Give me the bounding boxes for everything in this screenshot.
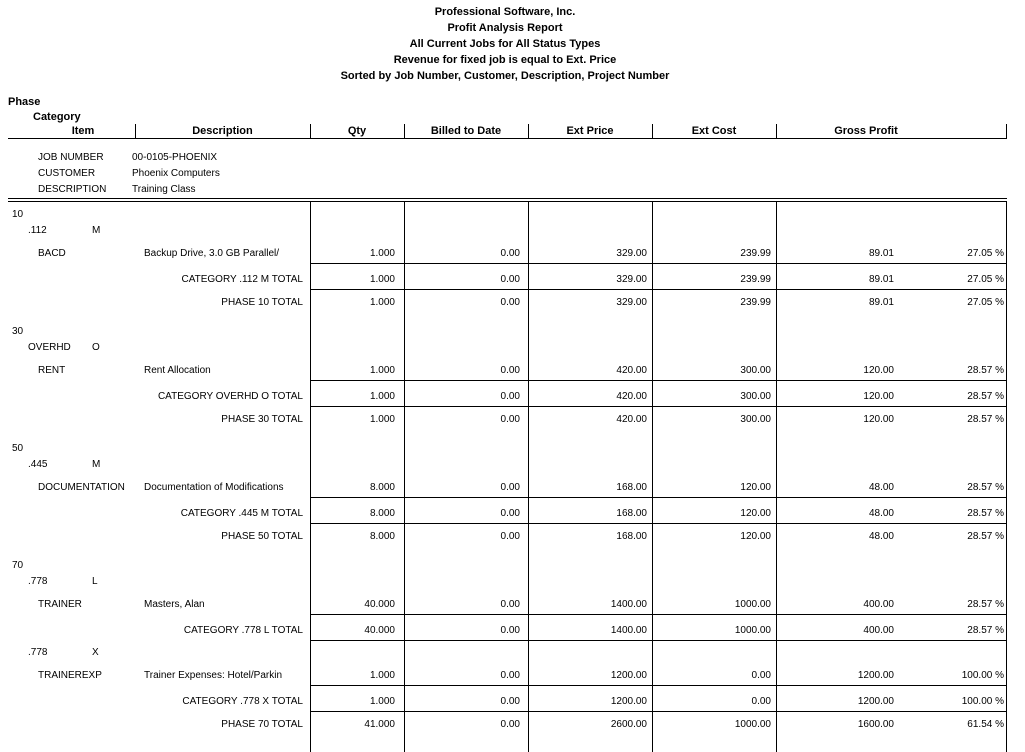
- phase-code: 50: [12, 443, 24, 454]
- qty-cell: 1.000: [369, 670, 395, 681]
- gross-profit-pct-cell: 28.57 %: [967, 625, 1004, 636]
- gross-profit-pct-cell: 28.57 %: [967, 531, 1004, 542]
- item-description: Backup Drive, 3.0 GB Parallel/: [144, 248, 280, 259]
- gross-profit-cell: 120.00: [863, 391, 894, 402]
- category-total-label: CATEGORY .778 X TOTAL: [182, 696, 303, 707]
- gross-profit-cell: 400.00: [863, 599, 894, 610]
- col-qty: Qty: [347, 125, 367, 137]
- qty-cell: 1.000: [369, 696, 395, 707]
- phase-total-label: PHASE 50 TOTAL: [221, 531, 303, 542]
- ext-cost-cell: 300.00: [740, 391, 771, 402]
- item-code: RENT: [38, 365, 66, 376]
- category-type: L: [92, 576, 98, 587]
- category-type: M: [92, 225, 101, 236]
- col-phase: Phase: [8, 96, 41, 108]
- total-rule: [310, 685, 1007, 686]
- billed-cell: 0.00: [500, 719, 520, 730]
- phase-code: 10: [12, 209, 24, 220]
- item-description: Rent Allocation: [144, 365, 211, 376]
- category-type: M: [92, 459, 101, 470]
- total-rule: [310, 640, 1007, 641]
- ext-cost-cell: 0.00: [751, 696, 771, 707]
- gross-profit-pct-cell: 27.05 %: [967, 248, 1004, 259]
- col-gross-profit: Gross Profit: [834, 125, 898, 137]
- ext-cost-cell: 1000.00: [734, 599, 771, 610]
- gross-profit-cell: 400.00: [863, 625, 894, 636]
- ext-price-cell: 420.00: [616, 365, 647, 376]
- qty-cell: 8.000: [369, 508, 395, 519]
- report-revenue-note: Revenue for fixed job is equal to Ext. Price: [393, 54, 617, 66]
- gross-profit-cell: 48.00: [868, 482, 894, 493]
- ext-cost-cell: 120.00: [740, 482, 771, 493]
- qty-cell: 1.000: [369, 248, 395, 259]
- ext-cost-cell: 1000.00: [734, 719, 771, 730]
- ext-cost-cell: 300.00: [740, 365, 771, 376]
- category-total-label: CATEGORY OVERHD O TOTAL: [157, 391, 303, 402]
- ext-price-cell: 2600.00: [610, 719, 647, 730]
- billed-cell: 0.00: [500, 531, 520, 542]
- col-billed: Billed to Date: [430, 125, 502, 137]
- report-company: Professional Software, Inc.: [434, 6, 576, 18]
- job-number: 00-0105-PHOENIX: [132, 152, 218, 163]
- ext-price-cell: 329.00: [616, 248, 647, 259]
- category-code: .112: [28, 225, 47, 236]
- gross-profit-cell: 120.00: [863, 365, 894, 376]
- col-description: Description: [192, 125, 253, 137]
- ext-cost-cell: 239.99: [740, 297, 771, 308]
- ext-price-cell: 1400.00: [610, 599, 647, 610]
- ext-price-cell: 1200.00: [610, 670, 647, 681]
- category-code: .778: [28, 647, 48, 658]
- gross-profit-cell: 1200.00: [857, 696, 894, 707]
- ext-cost-cell: 1000.00: [734, 625, 771, 636]
- item-description: Documentation of Modifications: [144, 482, 284, 493]
- total-rule: [310, 289, 1007, 290]
- gross-profit-pct-cell: 100.00 %: [961, 670, 1004, 681]
- customer-label: CUSTOMER: [38, 168, 96, 179]
- gross-profit-pct-cell: 28.57 %: [967, 414, 1004, 425]
- qty-cell: 41.000: [364, 719, 395, 730]
- gross-profit-pct-cell: 28.57 %: [967, 365, 1004, 376]
- billed-cell: 0.00: [500, 274, 520, 285]
- col-category: Category: [33, 111, 81, 123]
- phase-total-label: PHASE 10 TOTAL: [221, 297, 303, 308]
- billed-cell: 0.00: [500, 625, 520, 636]
- item-description: Masters, Alan: [144, 599, 205, 610]
- qty-cell: 40.000: [364, 599, 395, 610]
- category-code: .445: [28, 459, 48, 470]
- gross-profit-pct-cell: 28.57 %: [967, 508, 1004, 519]
- ext-price-cell: 168.00: [616, 531, 647, 542]
- report-filter: All Current Jobs for All Status Types: [409, 38, 601, 50]
- qty-cell: 1.000: [369, 365, 395, 376]
- ext-cost-cell: 300.00: [740, 414, 771, 425]
- billed-cell: 0.00: [500, 414, 520, 425]
- job-rule-1: [8, 198, 1007, 199]
- category-total-label: CATEGORY .778 L TOTAL: [183, 625, 303, 636]
- ext-price-cell: 329.00: [616, 297, 647, 308]
- report-title: Profit Analysis Report: [447, 22, 563, 34]
- gross-profit-cell: 48.00: [868, 531, 894, 542]
- phase-total-label: PHASE 30 TOTAL: [221, 414, 303, 425]
- gross-profit-pct-cell: 100.00 %: [961, 696, 1004, 707]
- total-rule: [310, 523, 1007, 524]
- total-rule: [310, 380, 1007, 381]
- col-item: Item: [71, 125, 95, 137]
- gross-profit-cell: 48.00: [868, 508, 894, 519]
- qty-cell: 8.000: [369, 482, 395, 493]
- billed-cell: 0.00: [500, 482, 520, 493]
- ext-price-cell: 1200.00: [610, 696, 647, 707]
- total-rule: [310, 614, 1007, 615]
- item-code: BACD: [38, 248, 66, 259]
- job-description-label: DESCRIPTION: [38, 184, 107, 195]
- category-type: O: [92, 342, 100, 353]
- billed-cell: 0.00: [500, 248, 520, 259]
- gross-profit-pct-cell: 28.57 %: [967, 391, 1004, 402]
- item-code: TRAINEREXP: [38, 670, 102, 681]
- ext-cost-cell: 120.00: [740, 508, 771, 519]
- ext-cost-cell: 239.99: [740, 274, 771, 285]
- ext-price-cell: 329.00: [616, 274, 647, 285]
- gross-profit-cell: 89.01: [868, 248, 894, 259]
- col-ext-cost: Ext Cost: [691, 125, 737, 137]
- job-description: Training Class: [132, 184, 196, 195]
- category-code: .778: [28, 576, 48, 587]
- category-total-label: CATEGORY .445 M TOTAL: [180, 508, 303, 519]
- ext-price-cell: 1400.00: [610, 625, 647, 636]
- job-number-label: JOB NUMBER: [38, 152, 104, 163]
- ext-price-cell: 168.00: [616, 482, 647, 493]
- gross-profit-pct-cell: 27.05 %: [967, 274, 1004, 285]
- qty-cell: 8.000: [369, 531, 395, 542]
- customer-name: Phoenix Computers: [132, 168, 220, 179]
- col-line-right: [1006, 201, 1007, 752]
- qty-cell: 1.000: [369, 414, 395, 425]
- gross-profit-pct-cell: 28.57 %: [967, 482, 1004, 493]
- billed-cell: 0.00: [500, 365, 520, 376]
- gross-profit-cell: 89.01: [868, 297, 894, 308]
- total-rule: [310, 406, 1007, 407]
- qty-cell: 40.000: [364, 625, 395, 636]
- total-rule: [310, 263, 1007, 264]
- ext-cost-cell: 120.00: [740, 531, 771, 542]
- gross-profit-pct-cell: 61.54 %: [967, 719, 1004, 730]
- phase-code: 30: [12, 326, 24, 337]
- category-code: OVERHD: [28, 342, 71, 353]
- qty-cell: 1.000: [369, 274, 395, 285]
- qty-cell: 1.000: [369, 297, 395, 308]
- gross-profit-pct-cell: 27.05 %: [967, 297, 1004, 308]
- phase-code: 70: [12, 560, 24, 571]
- item-code: TRAINER: [38, 599, 82, 610]
- ext-cost-cell: 239.99: [740, 248, 771, 259]
- report-sort-note: Sorted by Job Number, Customer, Description, Project Number: [340, 70, 670, 82]
- gross-profit-cell: 1200.00: [857, 670, 894, 681]
- category-total-label: CATEGORY .112 M TOTAL: [181, 274, 303, 285]
- total-rule: [310, 711, 1007, 712]
- billed-cell: 0.00: [500, 297, 520, 308]
- billed-cell: 0.00: [500, 670, 520, 681]
- billed-cell: 0.00: [500, 696, 520, 707]
- billed-cell: 0.00: [500, 508, 520, 519]
- item-code: DOCUMENTATION: [38, 482, 125, 493]
- item-description: Trainer Expenses: Hotel/Parkin: [144, 670, 283, 681]
- phase-total-label: PHASE 70 TOTAL: [221, 719, 303, 730]
- header-rule: [8, 138, 1007, 139]
- ext-cost-cell: 0.00: [751, 670, 771, 681]
- qty-cell: 1.000: [369, 391, 395, 402]
- billed-cell: 0.00: [500, 599, 520, 610]
- col-ext-price: Ext Price: [566, 125, 614, 137]
- billed-cell: 0.00: [500, 391, 520, 402]
- gross-profit-cell: 1600.00: [857, 719, 894, 730]
- total-rule: [310, 497, 1007, 498]
- category-type: X: [92, 647, 99, 658]
- ext-price-cell: 168.00: [616, 508, 647, 519]
- ext-price-cell: 420.00: [616, 391, 647, 402]
- gross-profit-pct-cell: 28.57 %: [967, 599, 1004, 610]
- gross-profit-cell: 89.01: [868, 274, 894, 285]
- gross-profit-cell: 120.00: [863, 414, 894, 425]
- job-rule-2: [8, 201, 1007, 202]
- ext-price-cell: 420.00: [616, 414, 647, 425]
